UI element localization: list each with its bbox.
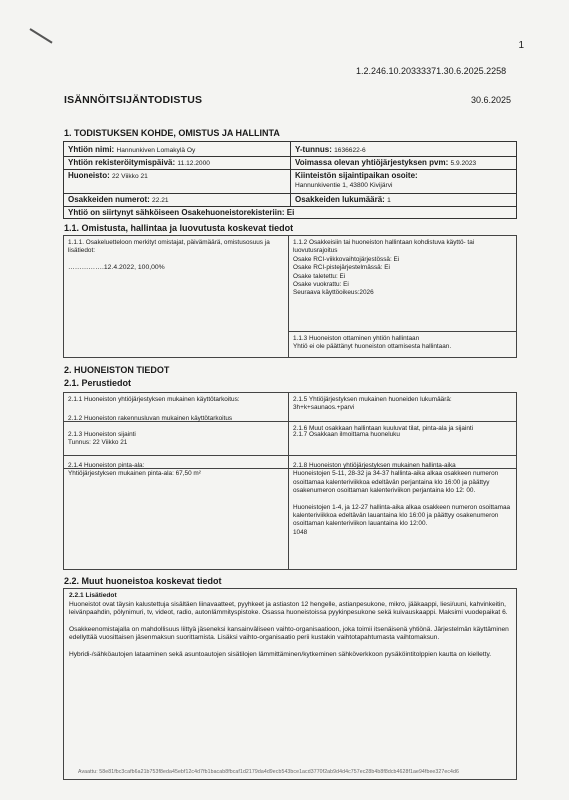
restriction-line: Osake RCI-pistejärjestelmässä: Ei xyxy=(293,264,390,272)
owners-title: 1.1.1. Osakeluetteloon merkityt omistajat, päivämäärä, omistusosuus ja lisätiedot: xyxy=(68,239,270,255)
apartment-value: 22 Viikko 21 xyxy=(112,173,148,180)
apartment-label: Huoneisto: xyxy=(68,171,110,180)
pen-mark xyxy=(29,28,52,43)
document-date: 30.6.2025 xyxy=(470,95,511,105)
possession-time-p1: Huoneistojen 5-11, 28-32 ja 34-37 hallinta-aika alkaa osakkeen numeron osoittamaa kalenteriviikkoa edeltävän perjantaina klo 16:00 ja päättyy osakenumeron osoittaman kalenteriviikon perjantaina klo 12: 00. xyxy=(293,470,499,495)
electronic-register-value: Ei xyxy=(286,208,295,217)
ownership-box xyxy=(63,235,517,358)
location-value: Tunnus: 22 Viikko 21 xyxy=(68,439,128,447)
electronic-register-label: Yhtiö on siirtynyt sähköiseen Osakehuoneistorekisteriin: xyxy=(68,208,285,217)
business-id: 1636622-6 xyxy=(334,147,366,154)
document-id: 1.2.246.10.20333371.30.6.2025.2258 xyxy=(356,66,507,76)
additional-info-p2: Osakkeenomistajalla on mahdollisuus liittyä jäseneksi kansainväliseen vaihto-organisaatioon, joka toimii itsenäisenä yhtiönä. Järjestelmän käyttäminen edellyttää vuosittaisen jäsenmaksun suorittamista. Lisäksi vaihto-organisaatio perii kustakin vaihtotapahtumasta vaihtomaksun. xyxy=(69,625,509,642)
share-count-label: Osakkeiden lukumäärä: xyxy=(295,195,385,204)
additional-info-title: 2.2.1 Lisätiedot xyxy=(69,592,117,599)
restrictions-title: 1.1.2 Osakkeisiin tai huoneiston hallintaan kohdistuva käyttö- tai luovutusrajoitus xyxy=(293,239,475,255)
room-count-value: 3h+k+saunaos.+parvi xyxy=(293,404,355,412)
owners-value: …………….12.4.2022, 100,00% xyxy=(68,263,165,271)
restriction-line: Osake RCI-viikkovaihtojärjestössä: Ei xyxy=(293,255,400,263)
area-value: Yhtiöjärjestyksen mukainen pinta-ala: 67,50 m² xyxy=(68,470,201,478)
section-1-1-heading: 1.1. Omistusta, hallintaa ja luovutusta koskevat tiedot xyxy=(64,223,294,233)
company-name-label: Yhtiön nimi: xyxy=(68,145,115,154)
footer-hash: Avaattu: 58e81fbc3cafb6a21b753f8eda45ebf12c4d7fb1bacab8fbcaf1d2179da4d9ecb543bce1acd3770f2ab9d4d4c757ec28b4b8f8dcb4628f1ae94fbee327ec4d6 xyxy=(78,769,460,775)
possession-time-p2: Huoneistojen 1-4, ja 12-27 hallinta-aika alkaa osakkeen numeron osoittamaa kalenteriviikkoa edeltävän lauantaina klo 16:00 ja päättyy osakenumeron osoittaman kalenteriviikon lauantaina klo 12:00. xyxy=(293,503,511,528)
basic-info-box xyxy=(63,392,517,570)
articles-date-label: Voimassa olevan yhtiöjärjestyksen pvm: xyxy=(295,158,449,167)
room-count-title: 2.1.5 Yhtiöjärjestyksen mukainen huoneiden lukumäärä: xyxy=(293,396,452,403)
possession-time-title: 2.1.8 Huoneiston yhtiöjärjestyksen mukainen hallinta-aika xyxy=(293,462,456,469)
articles-date: 5.9.2023 xyxy=(450,160,477,167)
reg-date-label: Yhtiön rekisteröitymispäivä: xyxy=(68,158,176,167)
takeover-value: Yhtiö ei ole päättänyt huoneiston ottamisesta hallintaan. xyxy=(293,343,452,351)
share-count: 1 xyxy=(387,197,391,204)
other-spaces-title: 2.1.6 Muut osakkaan hallintaan kuuluvat tilat, pinta-ala ja sijainti xyxy=(293,425,474,432)
section-1-heading: 1. TODISTUKSEN KOHDE, OMISTUS JA HALLINTA xyxy=(64,128,280,138)
company-name: Hannunkiven Lomakylä Oy xyxy=(116,147,196,154)
page-number: 1 xyxy=(518,40,524,51)
restriction-line: Osake taletettu: Ei xyxy=(293,272,346,280)
additional-info-box xyxy=(63,588,517,780)
document-title: ISÄNNÖITSIJÄNTODISTUS xyxy=(64,94,203,106)
share-numbers: 22.21 xyxy=(152,197,169,204)
section-2-2-heading: 2.2. Muut huoneistoa koskevat tiedot xyxy=(64,576,222,586)
property-address-label: Kiinteistön sijaintipaikan osoite: xyxy=(295,171,418,180)
reported-rooms-title: 2.1.7 Osakkaan ilmoittama huoneluku xyxy=(293,431,400,438)
area-title: 2.1.4 Huoneiston pinta-ala: xyxy=(68,462,145,469)
section-2-1-heading: 2.1. Perustiedot xyxy=(64,378,132,388)
section-2-heading: 2. HUONEISTON TIEDOT xyxy=(64,365,170,375)
takeover-title: 1.1.3 Huoneiston ottaminen yhtiön hallintaan xyxy=(293,335,420,342)
reg-date: 11.12.2000 xyxy=(177,160,210,167)
company-info-table xyxy=(63,141,517,219)
intended-use-title: 2.1.1 Huoneiston yhtiöjärjestyksen mukainen käyttötarkoitus: xyxy=(68,396,240,403)
additional-info-p1: Huoneistot ovat täysin kalustettuja sisältäen liinavaatteet, pyyhkeet ja astiaston 12 hengelle, astianpesukone, mikro, jääkaappi, liesi/uuni, kahvinkeitin, leivänpaahdin, pölynimuri, tv, videot, radio, autonlämmityspistoke. Osassa huoneistoissa pyykinpesukone sekä kuivauskaappi. Maksimi vuodepaikat 6. xyxy=(69,600,508,617)
share-numbers-label: Osakkeiden numerot: xyxy=(68,195,150,204)
location-title: 2.1.3 Huoneiston sijainti xyxy=(68,431,136,438)
restriction-line: Seuraava käyttöoikeus:2026 xyxy=(293,289,374,297)
business-id-label: Y-tunnus: xyxy=(295,145,332,154)
additional-info-p3: Hybridi-/sähköautojen lataaminen sekä asuntoautojen sisätilojen lämmittäminen/kytkeminen sähköverkkoon pysäköintitolppien kautta on kielletty. xyxy=(69,650,492,658)
property-address: Hannunkiventie 1, 43800 Kivijärvi xyxy=(295,182,393,189)
restriction-line: Osake vuokrattu: Ei xyxy=(293,281,349,289)
permit-use-title: 2.1.2 Huoneiston rakennusluvan mukainen käyttötarkoitus xyxy=(68,415,233,422)
possession-time-p3: 1048 xyxy=(293,528,308,536)
